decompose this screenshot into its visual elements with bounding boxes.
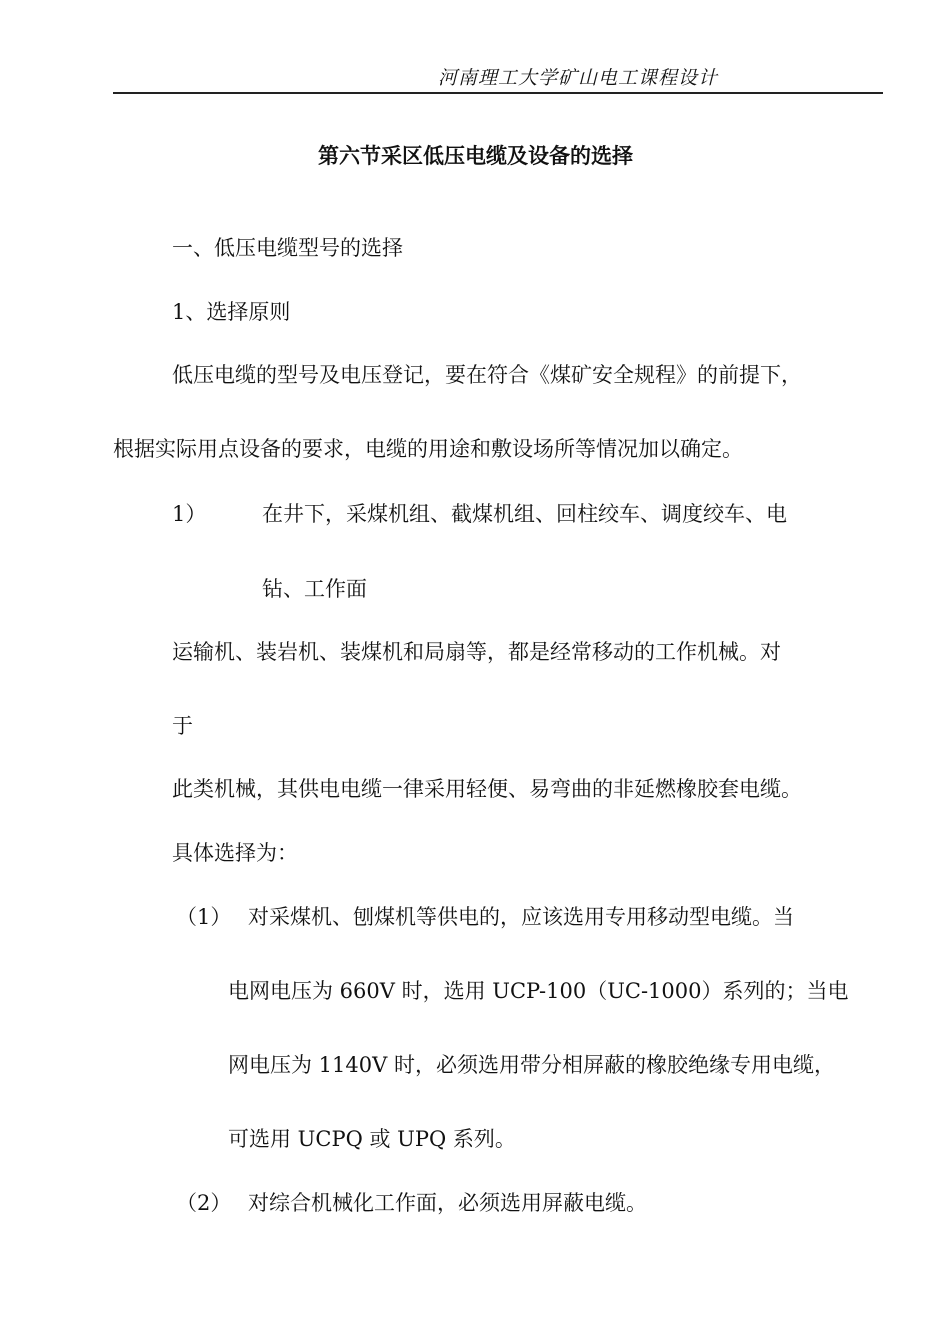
heading-level-2: 1、选择原则 xyxy=(172,300,291,324)
list-item-text: 钻、工作面 xyxy=(262,577,367,601)
sub-item-text: 对综合机械化工作面，必须选用屏蔽电缆。 xyxy=(248,1191,647,1215)
sub-item-number: （1） xyxy=(176,905,232,929)
list-item-text: 在井下，采煤机组、截煤机组、回柱绞车、调度绞车、电 xyxy=(262,502,787,526)
paragraph-line: 于 xyxy=(172,714,193,738)
heading-level-1: 一、低压电缆型号的选择 xyxy=(172,236,403,260)
paragraph-line: 根据实际用点设备的要求，电缆的用途和敷设场所等情况加以确定。 xyxy=(113,437,743,461)
paragraph-line: 此类机械，其供电电缆一律采用轻便、易弯曲的非延燃橡胶套电缆。 xyxy=(172,777,802,801)
sub-item-text: 网电压为 1140V 时，必须选用带分相屏蔽的橡胶绝缘专用电缆， xyxy=(228,1053,835,1077)
sub-item-text: 对采煤机、刨煤机等供电的，应该选用专用移动型电缆。当 xyxy=(248,905,794,929)
sub-item-text: 可选用 UCPQ 或 UPQ 系列。 xyxy=(228,1127,516,1151)
paragraph-line: 低压电缆的型号及电压登记，要在符合《煤矿安全规程》的前提下， xyxy=(172,363,802,387)
running-header: 河南理工大学矿山电工课程设计 xyxy=(438,67,719,89)
sub-item-number: （2） xyxy=(176,1191,232,1215)
sub-item-text: 电网电压为 660V 时，选用 UCP-100（UC-1000）系列的；当电 xyxy=(228,979,849,1003)
paragraph-line: 运输机、装岩机、装煤机和局扇等，都是经常移动的工作机械。对 xyxy=(172,640,781,664)
paragraph-line: 具体选择为： xyxy=(172,841,298,865)
header-rule xyxy=(113,92,883,94)
list-item-number: 1） xyxy=(172,502,207,526)
section-title: 第六节采区低压电缆及设备的选择 xyxy=(318,144,633,168)
